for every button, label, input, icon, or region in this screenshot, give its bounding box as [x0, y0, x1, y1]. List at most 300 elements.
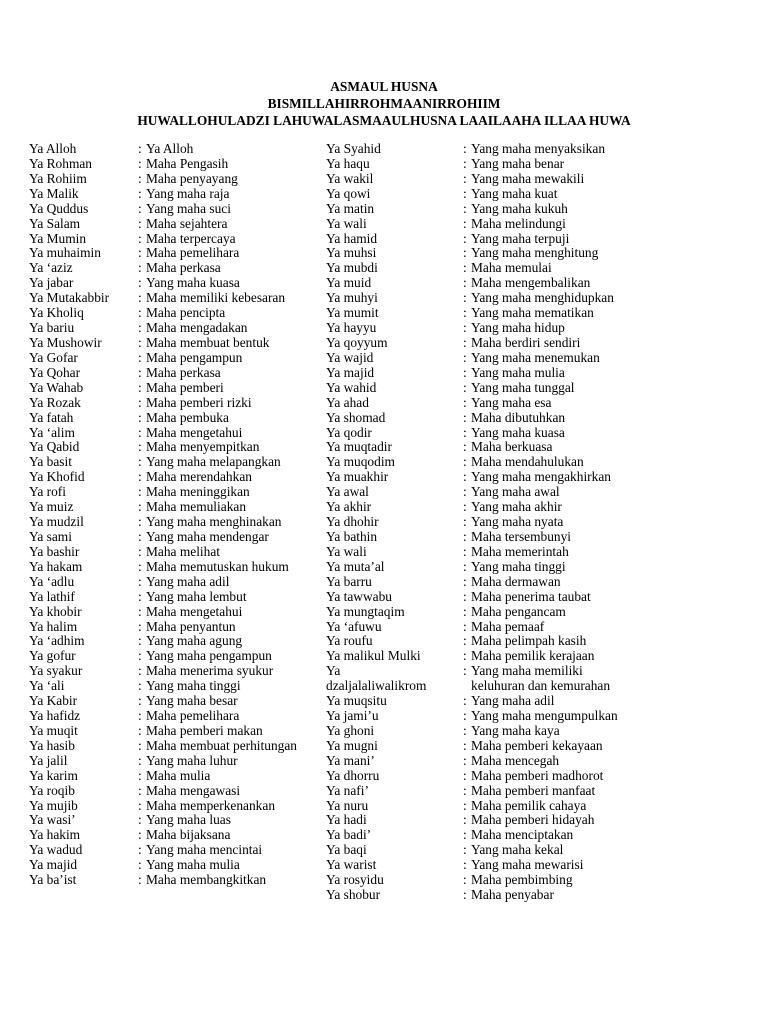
name-entry: [326, 411, 746, 426]
name-entry: [326, 605, 746, 620]
entry-meaning: Yang maha menyaksikan: [471, 141, 606, 156]
entry-meaning: Maha melindungi: [471, 215, 566, 231]
name-entry: [29, 530, 314, 545]
name-entry: [29, 411, 314, 426]
name-entry: [29, 381, 314, 396]
entry-separator: :: [463, 767, 467, 783]
entry-separator: :: [463, 887, 467, 903]
name-entry: [326, 530, 746, 545]
entry-separator: :: [463, 245, 467, 261]
entry-meaning: Yang maha mulia: [146, 857, 240, 873]
entry-separator: :: [138, 797, 142, 813]
entry-name: Ya wali: [326, 543, 367, 559]
entry-name: Ya shomad: [326, 409, 386, 425]
name-entry: [326, 724, 746, 739]
entry-meaning: Maha menerima syukur: [146, 663, 274, 679]
entry-separator: :: [463, 797, 467, 813]
name-entry: [326, 634, 746, 649]
entry-meaning: Maha memulai: [471, 260, 552, 276]
entry-name: Ya malikul Mulki: [326, 648, 421, 664]
entry-name: Ya baqi: [326, 842, 367, 858]
entry-meaning: Yang maha kukuh: [471, 200, 568, 216]
entry-meaning: Maha penyabar: [471, 887, 554, 903]
name-entry: [29, 515, 314, 530]
entry-name: Ya Alloh: [29, 141, 77, 156]
name-entry: [29, 575, 314, 590]
name-entry: [29, 396, 314, 411]
name-entry: [326, 291, 746, 306]
entry-separator: :: [138, 305, 142, 321]
name-entry: [326, 470, 746, 485]
entry-separator: :: [463, 693, 467, 709]
entry-name: Ya matin: [326, 200, 375, 216]
entry-name: Ya Kholiq: [29, 305, 84, 321]
entry-separator: :: [463, 349, 467, 365]
entry-name: Ya karim: [29, 767, 78, 783]
entry-name: Ya muta’al: [326, 558, 385, 574]
entry-meaning: Yang maha kuat: [471, 185, 558, 201]
entry-name: Ya hafidz: [29, 708, 81, 724]
name-entry: [326, 709, 746, 724]
entry-separator: :: [138, 260, 142, 276]
name-entry: [29, 455, 314, 470]
name-entry: [326, 754, 746, 769]
name-entry: [326, 261, 746, 276]
entry-name: Ya mumit: [326, 305, 379, 321]
entry-meaning: Maha memperkenankan: [146, 797, 276, 813]
entry-name: Ya Syahid: [326, 141, 381, 156]
name-entry: [29, 605, 314, 620]
entry-name: Ya qoyyum: [326, 334, 388, 350]
entry-meaning: Maha mencegah: [471, 752, 560, 768]
entry-name: Ya qodir: [326, 424, 372, 440]
entry-separator: :: [138, 603, 142, 619]
entry-meaning: Maha penyantun: [146, 618, 236, 634]
entry-meaning: Maha membuat perhitungan: [146, 737, 297, 753]
entry-meaning: Maha memuliakan: [146, 499, 247, 515]
entry-separator: :: [138, 141, 142, 156]
entry-separator: :: [138, 170, 142, 186]
name-entry: [326, 306, 746, 321]
entry-name: Ya jabar: [29, 275, 74, 291]
entry-meaning: Maha pemilik cahaya: [471, 797, 587, 813]
entry-meaning: Yang maha mewarisi: [471, 857, 584, 873]
entry-name: Ya Qabid: [29, 439, 80, 455]
entry-meaning: Maha melihat: [146, 543, 220, 559]
entry-name: Ya ‘ali: [29, 678, 65, 694]
entry-meaning: Maha menciptakan: [471, 827, 574, 843]
entry-separator: :: [138, 185, 142, 201]
entry-separator: :: [138, 722, 142, 738]
name-entry: [326, 381, 746, 396]
entry-name: Ya bathin: [326, 528, 378, 544]
name-entry: [326, 813, 746, 828]
entry-separator: :: [138, 528, 142, 544]
entry-name: Ya ‘afuwu: [326, 618, 382, 634]
name-entry: [29, 321, 314, 336]
entry-meaning: Yang maha mematikan: [471, 305, 594, 321]
entry-name: Ya ba’ist: [29, 872, 77, 888]
entry-name: Ya Rohiim: [29, 170, 87, 186]
entry-meaning: Maha pemaaf: [471, 618, 545, 634]
entry-meaning: Maha mengetahui: [146, 424, 243, 440]
name-entry: [326, 843, 746, 858]
entry-name: Ya jami’u: [326, 708, 379, 724]
entry-meaning: Maha pemberi manfaat: [471, 782, 596, 798]
entry-name: Ya rofi: [29, 484, 66, 500]
entry-separator: :: [138, 409, 142, 425]
entry-separator: :: [138, 708, 142, 724]
entry-separator: :: [138, 693, 142, 709]
name-entry: [29, 276, 314, 291]
entry-name: Ya warist: [326, 857, 377, 873]
entry-separator: :: [138, 514, 142, 530]
entry-separator: :: [138, 737, 142, 753]
entry-name: Ya qowi: [326, 185, 371, 201]
entry-meaning: Maha berdiri sendiri: [471, 334, 581, 350]
entry-meaning: Maha membangkitkan: [146, 872, 267, 888]
name-entry: [326, 679, 746, 694]
entry-separator: :: [463, 722, 467, 738]
entry-name: Ya ghoni: [326, 722, 375, 738]
entry-name: Ya Khofid: [29, 469, 85, 485]
entry-separator: :: [138, 857, 142, 873]
name-entry: [326, 575, 746, 590]
entry-meaning: Maha membuat bentuk: [146, 334, 270, 350]
entry-meaning: Yang maha kekal: [471, 842, 564, 858]
header-huwallohuladzi: HUWALLOHULADZI LAHUWALASMAAULHUSNA LAAILAAHA ILLAA HUWA: [137, 113, 631, 128]
entry-meaning: Yang maha lembut: [146, 588, 247, 604]
entry-meaning: Maha menyempitkan: [146, 439, 260, 455]
name-entry: [29, 649, 314, 664]
entry-separator: :: [138, 543, 142, 559]
name-entry: [326, 321, 746, 336]
name-entry: [29, 217, 314, 232]
entry-name: Ya nuru: [326, 797, 369, 813]
entry-meaning: Yang maha raja: [146, 185, 230, 201]
entry-name: Ya Gofar: [29, 349, 78, 365]
name-entry: [326, 336, 746, 351]
entry-name: Ya Mutakabbir: [29, 290, 110, 306]
entry-name: Ya Qohar: [29, 364, 81, 380]
name-entry: [326, 276, 746, 291]
entry-name: Ya majid: [326, 364, 375, 380]
name-entry: [29, 739, 314, 754]
entry-name: Ya Mushowir: [29, 334, 102, 350]
entry-meaning: Yang maha menghidupkan: [471, 290, 614, 306]
name-entry: [326, 515, 746, 530]
entry-separator: :: [463, 185, 467, 201]
entry-separator: :: [463, 394, 467, 410]
entry-separator: :: [138, 275, 142, 291]
entry-name: Ya shobur: [326, 887, 381, 903]
name-entry: [326, 784, 746, 799]
entry-name: Ya gofur: [29, 648, 76, 664]
entry-meaning: Maha pemberi rizki: [146, 394, 252, 410]
entry-name: Ya wasi’: [29, 812, 76, 828]
name-entry: [29, 426, 314, 441]
entry-name: Ya Rohman: [29, 155, 92, 171]
entry-meaning: Maha mengetahui: [146, 603, 243, 619]
entry-name: Ya roufu: [326, 633, 373, 649]
name-entry: [326, 351, 746, 366]
entry-separator: :: [463, 872, 467, 888]
entry-name: Ya ‘aziz: [29, 260, 73, 276]
entry-meaning: Yang maha luhur: [146, 752, 238, 768]
entry-separator: :: [138, 767, 142, 783]
entry-meaning: Maha penerima taubat: [471, 588, 591, 604]
entry-name: Ya mudzil: [29, 514, 84, 530]
entry-meaning: Yang maha terpuji: [471, 230, 570, 246]
entry-separator: :: [138, 648, 142, 664]
name-entry: [326, 455, 746, 470]
entry-separator: :: [138, 230, 142, 246]
entry-meaning: Maha perkasa: [146, 260, 221, 276]
entry-meaning: Maha dibutuhkan: [471, 409, 566, 425]
name-entry: [29, 799, 314, 814]
name-entry: [326, 426, 746, 441]
entry-meaning: Maha perkasa: [146, 364, 221, 380]
entry-separator: :: [138, 334, 142, 350]
entry-meaning: Yang maha awal: [471, 484, 560, 500]
entry-meaning: Maha mengembalikan: [471, 275, 591, 291]
entry-name: Ya nafi’: [326, 782, 369, 798]
name-entry: [326, 799, 746, 814]
document-title: ASMAUL HUSNA: [330, 79, 438, 94]
entry-meaning: Yang maha mencintai: [146, 842, 263, 858]
entry-name: Ya hayyu: [326, 320, 377, 336]
entry-name: Ya wali: [326, 215, 367, 231]
entry-separator: :: [138, 782, 142, 798]
name-entry: [29, 769, 314, 784]
entry-separator: :: [463, 170, 467, 186]
entry-name: Ya wajid: [326, 349, 374, 365]
name-entry: [29, 232, 314, 247]
entry-separator: :: [463, 155, 467, 171]
header-bismillah: BISMILLAHIRROHMAANIRROHIIM: [267, 96, 501, 111]
entry-separator: :: [138, 842, 142, 858]
entry-separator: :: [463, 812, 467, 828]
name-entry: [326, 485, 746, 500]
entry-meaning: Maha mengawasi: [146, 782, 241, 798]
name-entry: [326, 187, 746, 202]
entry-meaning: Maha pemberi hidayah: [471, 812, 595, 828]
name-entry: [326, 232, 746, 247]
name-entry: [326, 694, 746, 709]
entry-meaning: Yang maha kaya: [471, 722, 560, 738]
name-entry: [326, 664, 746, 679]
entry-meaning: Maha pengampun: [146, 349, 243, 365]
entry-meaning: Maha memerintah: [471, 543, 569, 559]
entry-meaning: Maha pembimbing: [471, 872, 573, 888]
name-entry: [326, 888, 746, 903]
entry-name: Ya Mumin: [29, 230, 87, 246]
entry-name: Ya ‘adlu: [29, 573, 75, 589]
entry-name: Ya roqib: [29, 782, 75, 798]
entry-separator: :: [463, 558, 467, 574]
entry-meaning: Yang maha luas: [146, 812, 231, 828]
name-entry: [29, 545, 314, 560]
entry-separator: :: [138, 320, 142, 336]
entry-name: Ya ahad: [326, 394, 369, 410]
entry-separator: :: [463, 573, 467, 589]
entry-meaning: Maha merendahkan: [146, 469, 252, 485]
entry-name: Ya wadud: [29, 842, 83, 858]
entry-separator: :: [138, 558, 142, 574]
entry-separator: :: [463, 528, 467, 544]
entry-name: Ya ‘alim: [29, 424, 75, 440]
name-entry: [29, 172, 314, 187]
name-entry: [29, 873, 314, 888]
entry-separator: :: [138, 827, 142, 843]
entry-meaning: Maha pengancam: [471, 603, 566, 619]
entry-name: Ya Quddus: [29, 200, 89, 216]
entry-meaning: Maha bijaksana: [146, 827, 231, 843]
entry-meaning: Maha memiliki kebesaran: [146, 290, 286, 306]
entry-name: Ya basit: [29, 454, 72, 470]
entry-separator: :: [463, 409, 467, 425]
entry-name: Ya bashir: [29, 543, 80, 559]
entry-meaning: Maha pemilik kerajaan: [471, 648, 595, 664]
entry-separator: :: [463, 737, 467, 753]
entry-separator: :: [138, 364, 142, 380]
entry-name: Ya mujib: [29, 797, 78, 813]
name-entry: [29, 724, 314, 739]
entry-name: Ya muiz: [29, 499, 74, 515]
entry-name: Ya syakur: [29, 663, 83, 679]
entry-separator: :: [138, 439, 142, 455]
entry-meaning: Maha pemberi: [146, 379, 224, 395]
entry-name: Ya hamid: [326, 230, 378, 246]
name-entry: [29, 634, 314, 649]
name-entry: [326, 828, 746, 843]
entry-meaning: Yang maha mewakili: [471, 170, 585, 186]
name-entry: [29, 754, 314, 769]
entry-name: Ya wahid: [326, 379, 377, 395]
entry-separator: :: [138, 812, 142, 828]
entry-name: Ya muid: [326, 275, 372, 291]
name-entry: [29, 694, 314, 709]
entry-meaning: Yang maha tinggi: [471, 558, 566, 574]
entry-name: Ya lathif: [29, 588, 75, 604]
entry-name: Ya hasib: [29, 737, 75, 753]
entry-name: Ya Wahab: [29, 379, 84, 395]
entry-meaning: Maha terpercaya: [146, 230, 236, 246]
entry-meaning: Maha penyayang: [146, 170, 238, 186]
name-entry: [29, 560, 314, 575]
entry-meaning: Maha sejahtera: [146, 215, 228, 231]
name-entry: [29, 709, 314, 724]
name-entry: [326, 366, 746, 381]
entry-name: Ya rosyidu: [326, 872, 384, 888]
entry-separator: :: [463, 782, 467, 798]
entry-name: Ya Rozak: [29, 394, 81, 410]
entry-name: Ya muakhir: [326, 469, 389, 485]
entry-name: Ya muqsitu: [326, 693, 387, 709]
entry-separator: :: [463, 364, 467, 380]
entry-separator: :: [138, 618, 142, 634]
entry-separator: :: [463, 752, 467, 768]
left-names-column: [29, 142, 314, 888]
entry-separator: :: [463, 708, 467, 724]
entry-meaning: Yang maha tinggi: [146, 678, 241, 694]
entry-name: Ya dhohir: [326, 514, 379, 530]
entry-name: Ya jalil: [29, 752, 68, 768]
entry-separator: :: [138, 394, 142, 410]
entry-separator: :: [463, 141, 467, 156]
entry-meaning: Yang maha adil: [146, 573, 230, 589]
entry-name: Ya muhyi: [326, 290, 378, 306]
entry-meaning: Maha dermawan: [471, 573, 561, 589]
entry-name: Ya muqodim: [326, 454, 395, 470]
entry-meaning: Maha pemelihara: [146, 245, 240, 261]
entry-name: Ya muhaimin: [29, 245, 101, 261]
entry-name: Ya Salam: [29, 215, 81, 231]
entry-separator: :: [463, 290, 467, 306]
entry-separator: :: [463, 469, 467, 485]
entry-name: Ya mani’: [326, 752, 375, 768]
entry-separator: :: [463, 514, 467, 530]
entry-separator: :: [138, 499, 142, 515]
entry-separator: :: [138, 349, 142, 365]
entry-meaning: Yang maha nyata: [471, 514, 564, 530]
name-entry: [326, 590, 746, 605]
name-entry: [326, 500, 746, 515]
name-entry: [29, 485, 314, 500]
entry-separator: :: [463, 275, 467, 291]
name-entry: [29, 261, 314, 276]
entry-separator: :: [463, 842, 467, 858]
entry-separator: :: [463, 320, 467, 336]
entry-meaning: Yang maha agung: [146, 633, 243, 649]
entry-separator: :: [138, 872, 142, 888]
entry-name: Ya mungtaqim: [326, 603, 405, 619]
entry-separator: :: [463, 215, 467, 231]
entry-name: Ya awal: [326, 484, 369, 500]
entry-meaning: Yang maha menghinakan: [146, 514, 282, 530]
entry-name: Ya muqtadir: [326, 439, 392, 455]
entry-separator: :: [138, 469, 142, 485]
entry-separator: :: [463, 305, 467, 321]
entry-separator: :: [138, 215, 142, 231]
entry-separator: :: [138, 245, 142, 261]
entry-separator: :: [138, 379, 142, 395]
entry-separator: :: [463, 484, 467, 500]
entry-meaning: Yang maha mulia: [471, 364, 565, 380]
entry-separator: :: [138, 454, 142, 470]
name-entry: [29, 858, 314, 873]
entry-separator: :: [138, 573, 142, 589]
entry-separator: :: [463, 588, 467, 604]
entry-separator: :: [138, 663, 142, 679]
entry-meaning: Yang maha adil: [471, 693, 555, 709]
entry-name: Ya Malik: [29, 185, 79, 201]
name-entry: [29, 500, 314, 515]
entry-separator: :: [463, 499, 467, 515]
name-entry: [29, 470, 314, 485]
entry-name: Ya hakim: [29, 827, 81, 843]
entry-meaning: Maha Pengasih: [146, 155, 229, 171]
name-entry: [29, 187, 314, 202]
entry-meaning: Maha pemberi makan: [146, 722, 263, 738]
entry-separator: :: [463, 633, 467, 649]
entry-name: dzaljalaliwalikrom: [326, 678, 427, 694]
entry-name: Ya khobir: [29, 603, 82, 619]
entry-separator: :: [138, 155, 142, 171]
entry-separator: :: [138, 424, 142, 440]
entry-meaning: Yang maha akhir: [471, 499, 562, 515]
name-entry: [29, 291, 314, 306]
